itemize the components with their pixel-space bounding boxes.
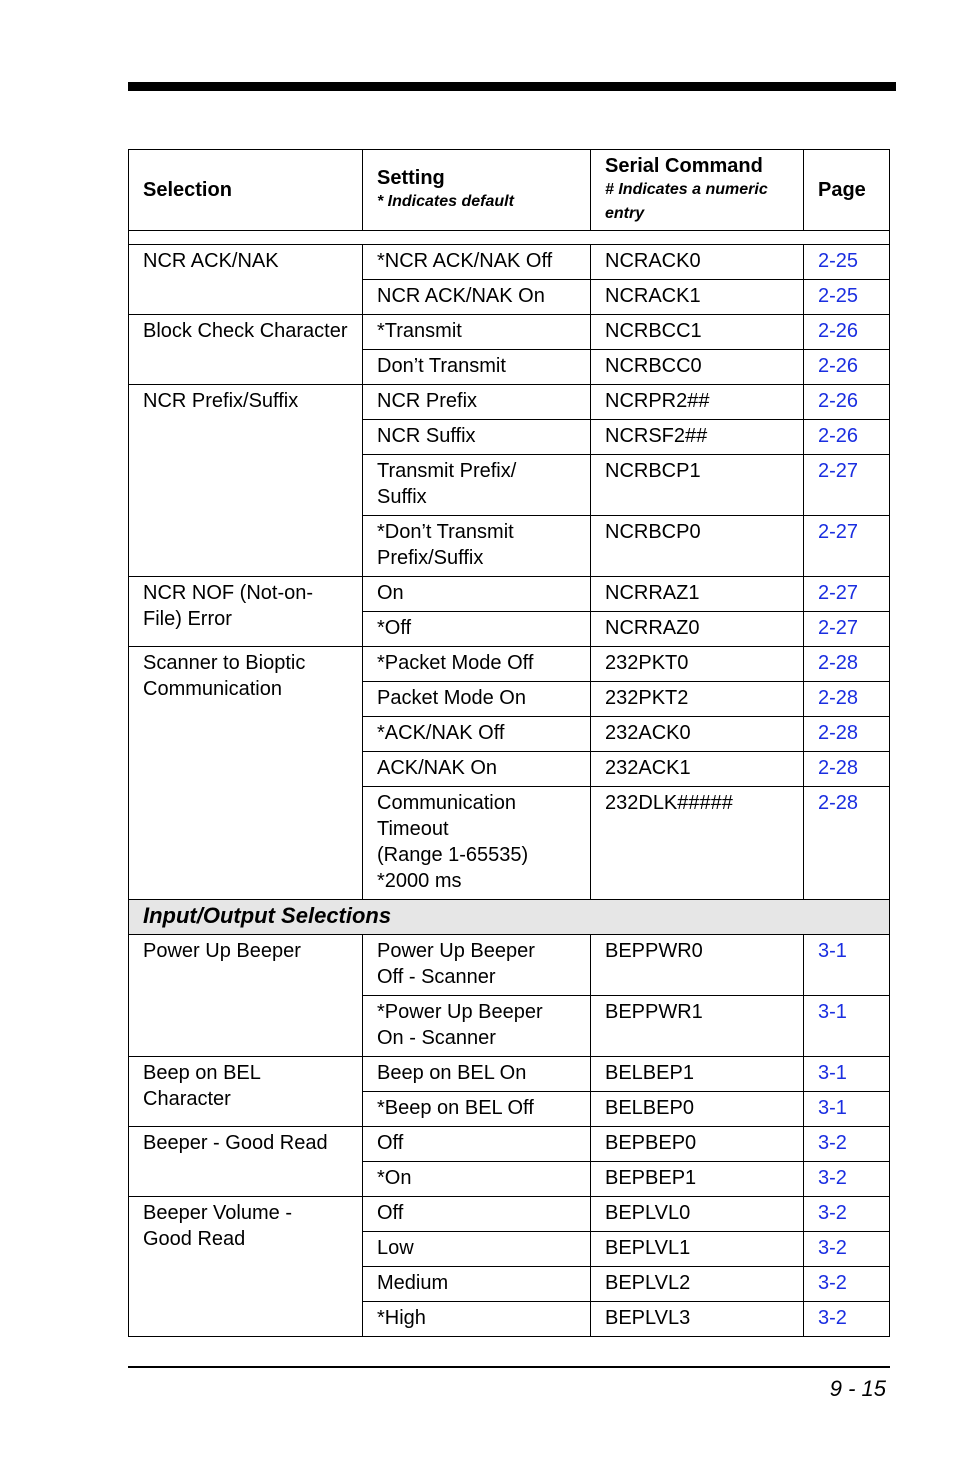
table-row xyxy=(129,315,890,350)
serial-command-cell: BEPLVL1 xyxy=(591,1232,804,1267)
table-row xyxy=(129,1127,890,1162)
page-link[interactable]: 2-28 xyxy=(804,717,890,752)
serial-command-cell: BEPBEP1 xyxy=(591,1162,804,1197)
header-serial-note: # Indicates a numeric entry xyxy=(605,181,768,222)
setting-cell: *Power Up Beeper On - Scanner xyxy=(363,996,591,1057)
header-gap xyxy=(129,231,890,245)
page-link[interactable]: 3-1 xyxy=(804,935,890,996)
setting-cell: *Packet Mode Off xyxy=(363,647,591,682)
page-link[interactable]: 2-26 xyxy=(804,315,890,350)
setting-cell: Off xyxy=(363,1127,591,1162)
setting-cell: *NCR ACK/NAK Off xyxy=(363,245,591,280)
header-selection: Selection xyxy=(129,150,363,231)
setting-cell: Transmit Prefix/ Suffix xyxy=(363,455,591,516)
table-header-row xyxy=(129,150,890,231)
table-row xyxy=(129,245,890,280)
serial-command-cell: BELBEP0 xyxy=(591,1092,804,1127)
setting-cell: Beep on BEL On xyxy=(363,1057,591,1092)
page-link[interactable]: 3-2 xyxy=(804,1162,890,1197)
serial-command-cell: NCRRAZ1 xyxy=(591,577,804,612)
selection-cell: NCR Prefix/Suffix xyxy=(129,385,363,577)
setting-cell: Low xyxy=(363,1232,591,1267)
page-link[interactable]: 3-2 xyxy=(804,1197,890,1232)
serial-command-cell: BEPPWR0 xyxy=(591,935,804,996)
serial-command-cell: 232ACK0 xyxy=(591,717,804,752)
setting-cell: Power Up Beeper Off - Scanner xyxy=(363,935,591,996)
page-link[interactable]: 3-2 xyxy=(804,1232,890,1267)
serial-command-cell: BEPPWR1 xyxy=(591,996,804,1057)
table-row xyxy=(129,577,890,612)
page-link[interactable]: 3-2 xyxy=(804,1302,890,1337)
page-link[interactable]: 2-28 xyxy=(804,752,890,787)
page-link[interactable]: 2-26 xyxy=(804,350,890,385)
setting-cell: NCR Suffix xyxy=(363,420,591,455)
serial-command-cell: NCRRAZ0 xyxy=(591,612,804,647)
serial-command-cell: NCRBCP1 xyxy=(591,455,804,516)
page-link[interactable]: 2-27 xyxy=(804,612,890,647)
selection-cell: Scanner to Bioptic Communication xyxy=(129,647,363,900)
serial-command-cell: NCRACK1 xyxy=(591,280,804,315)
serial-command-cell: BELBEP1 xyxy=(591,1057,804,1092)
header-page: Page xyxy=(804,150,890,231)
setting-cell: Communication Timeout (Range 1-65535) *2000 ms xyxy=(363,787,591,900)
setting-cell: *Beep on BEL Off xyxy=(363,1092,591,1127)
table-row xyxy=(129,1057,890,1092)
page-number: 9 - 15 xyxy=(829,1376,886,1401)
setting-cell: Packet Mode On xyxy=(363,682,591,717)
setting-cell: *High xyxy=(363,1302,591,1337)
serial-command-cell: BEPLVL2 xyxy=(591,1267,804,1302)
serial-command-cell: NCRBCC1 xyxy=(591,315,804,350)
header-setting: Setting * Indicates default xyxy=(363,150,591,231)
selection-cell: NCR NOF (Not-on- File) Error xyxy=(129,577,363,647)
table-body xyxy=(129,231,890,1337)
bottom-rule xyxy=(128,1366,890,1368)
serial-command-cell: NCRSF2## xyxy=(591,420,804,455)
page-link[interactable]: 2-27 xyxy=(804,455,890,516)
selection-cell: Block Check Character xyxy=(129,315,363,385)
setting-cell: ACK/NAK On xyxy=(363,752,591,787)
serial-command-cell: 232DLK##### xyxy=(591,787,804,900)
serial-command-cell: NCRBCC0 xyxy=(591,350,804,385)
serial-command-cell: NCRPR2## xyxy=(591,385,804,420)
serial-command-cell: 232PKT0 xyxy=(591,647,804,682)
page-link[interactable]: 2-28 xyxy=(804,787,890,900)
page-link[interactable]: 2-27 xyxy=(804,516,890,577)
serial-command-cell: NCRBCP0 xyxy=(591,516,804,577)
page-link[interactable]: 3-1 xyxy=(804,1092,890,1127)
setting-cell: *Off xyxy=(363,612,591,647)
page-link[interactable]: 3-2 xyxy=(804,1267,890,1302)
selection-cell: Beeper - Good Read xyxy=(129,1127,363,1197)
serial-command-cell: BEPLVL3 xyxy=(591,1302,804,1337)
header-serial-command: Serial Command # Indicates a numeric entry xyxy=(591,150,804,231)
serial-command-cell: 232ACK1 xyxy=(591,752,804,787)
serial-command-cell: 232PKT2 xyxy=(591,682,804,717)
page-link[interactable]: 3-1 xyxy=(804,996,890,1057)
page-link[interactable]: 2-28 xyxy=(804,647,890,682)
setting-cell: *Don’t Transmit Prefix/Suffix xyxy=(363,516,591,577)
setting-cell: On xyxy=(363,577,591,612)
page-link[interactable]: 3-2 xyxy=(804,1127,890,1162)
setting-cell: *Transmit xyxy=(363,315,591,350)
page-link[interactable]: 3-1 xyxy=(804,1057,890,1092)
page-link[interactable]: 2-28 xyxy=(804,682,890,717)
selection-cell: NCR ACK/NAK xyxy=(129,245,363,315)
page-link[interactable]: 2-25 xyxy=(804,245,890,280)
table-row xyxy=(129,1197,890,1232)
table-row xyxy=(129,385,890,420)
setting-cell: *On xyxy=(363,1162,591,1197)
setting-cell: Off xyxy=(363,1197,591,1232)
page-link[interactable]: 2-27 xyxy=(804,577,890,612)
section-title: Input/Output Selections xyxy=(129,900,890,935)
serial-command-cell: BEPLVL0 xyxy=(591,1197,804,1232)
serial-command-table xyxy=(128,149,890,1337)
setting-cell: NCR Prefix xyxy=(363,385,591,420)
table-row xyxy=(129,935,890,996)
top-rule xyxy=(128,82,896,91)
header-setting-note: * Indicates default xyxy=(377,193,514,210)
setting-cell: Don’t Transmit xyxy=(363,350,591,385)
setting-cell: Medium xyxy=(363,1267,591,1302)
section-row xyxy=(129,900,890,935)
serial-command-cell: NCRACK0 xyxy=(591,245,804,280)
table-row xyxy=(129,647,890,682)
setting-cell: NCR ACK/NAK On xyxy=(363,280,591,315)
page-link[interactable]: 2-26 xyxy=(804,385,890,420)
setting-cell: *ACK/NAK Off xyxy=(363,717,591,752)
page-link[interactable]: 2-26 xyxy=(804,420,890,455)
selection-cell: Power Up Beeper xyxy=(129,935,363,1057)
selection-cell: Beep on BEL Character xyxy=(129,1057,363,1127)
page-link[interactable]: 2-25 xyxy=(804,280,890,315)
serial-command-cell: BEPBEP0 xyxy=(591,1127,804,1162)
selection-cell: Beeper Volume - Good Read xyxy=(129,1197,363,1337)
